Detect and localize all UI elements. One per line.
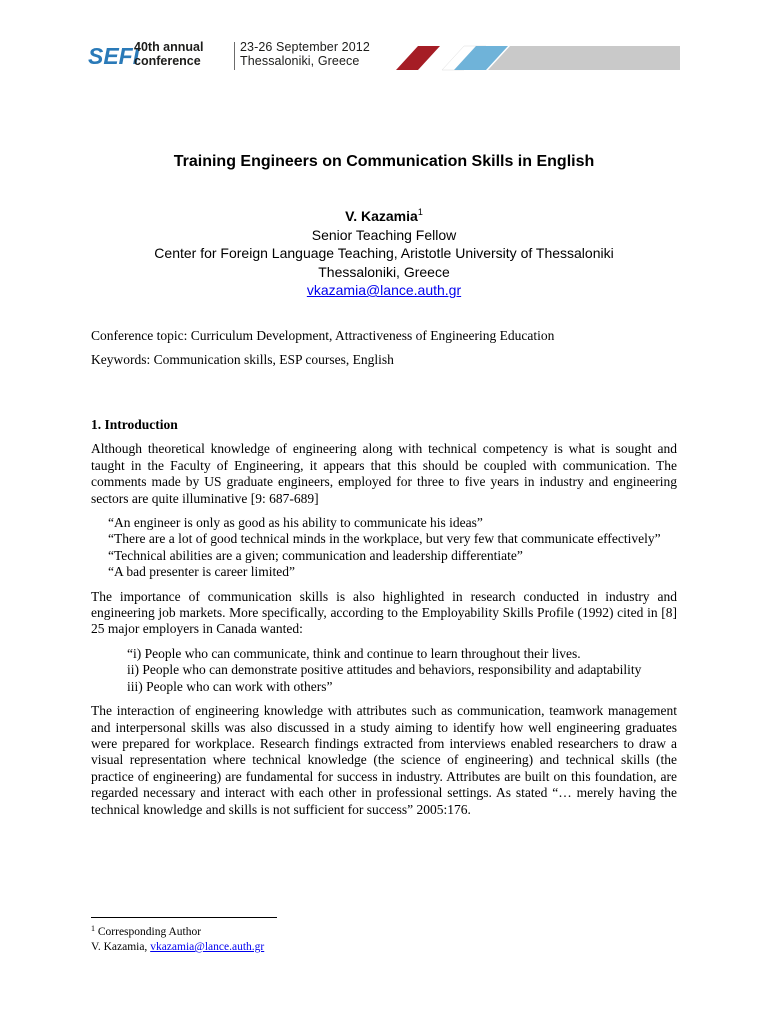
author-footnote-mark: 1 bbox=[417, 207, 423, 217]
conference-name-line1: 40th annual bbox=[134, 40, 204, 54]
quote-item: “A bad presenter is career limited” bbox=[108, 564, 296, 580]
conference-date: 23-26 September 2012 bbox=[240, 40, 370, 54]
footnote-email-link[interactable]: vkazamia@lance.auth.gr bbox=[150, 941, 265, 953]
affiliation-title: Senior Teaching Fellow bbox=[311, 226, 457, 243]
sefi-logo bbox=[88, 40, 140, 70]
footnote-mark: 1 bbox=[91, 924, 95, 933]
introduction-section bbox=[91, 417, 677, 826]
list-item: ii) People who can demonstrate positive attitudes and behaviors, responsibility and adaptability bbox=[127, 662, 642, 678]
footnote-text: Corresponding Author bbox=[97, 926, 202, 938]
deco-grey-band bbox=[488, 46, 680, 70]
section-heading: 1. Introduction bbox=[91, 417, 178, 432]
footnote-rule bbox=[91, 917, 277, 918]
conference-topic: Conference topic: Curriculum Development, Attractiveness of Engineering Education bbox=[91, 328, 555, 343]
footnote-author: V. Kazamia, bbox=[91, 941, 151, 953]
conference-location: Thessaloniki, Greece bbox=[240, 54, 360, 68]
affiliation-location: Thessaloniki, Greece bbox=[318, 263, 450, 280]
author-email-link[interactable]: vkazamia@lance.auth.gr bbox=[306, 282, 462, 298]
header-decoration bbox=[396, 46, 680, 70]
quote-item: “Technical abilities are a given; communication and leadership differentiate” bbox=[108, 547, 523, 563]
author-line bbox=[0, 207, 768, 226]
quote-item: “An engineer is only as good as his ability to communicate his ideas” bbox=[108, 515, 483, 531]
paper-title: Training Engineers on Communication Skills in English bbox=[173, 153, 595, 170]
conference-name bbox=[134, 40, 203, 68]
list-item: “i) People who can communicate, think and continue to learn throughout their lives. bbox=[127, 645, 581, 661]
keywords: Keywords: Communication skills, ESP courses, English bbox=[91, 352, 394, 367]
paragraph: The interaction of engineering knowledge with attributes such as communication, teamwork management and interpersonal skills was also discussed in a study aiming to identify how well engineering graduates were prepared for workplace. Research findings extracted from interviews enabled researchers to draw a visual representation where technical knowledge (the science of engineering) and technical skills (the practice of engineering) are fundamental for success in industry. Attributes are built on this foundation, are regarded necessary and interact with each other in professional settings. As stated “… merely having the technical knowledge and skills is not sufficient for success” 2005:176. bbox=[91, 703, 677, 817]
header-divider bbox=[234, 42, 235, 70]
conference-date-location bbox=[240, 40, 370, 68]
author-block bbox=[0, 207, 768, 300]
paragraph: Although theoretical knowledge of engineering along with technical competency is what is sought and taught in the Faculty of Engineering, it appears that this should be coupled with communication. The comments made by US graduate engineers, employed for three to five years in industry and engineering sectors are quite illuminative [9: 687-689] bbox=[91, 441, 677, 506]
quote-item: “There are a lot of good technical minds in the workplace, but very few that communicate effectively” bbox=[108, 531, 661, 547]
footnote bbox=[91, 925, 264, 955]
deco-red-stripe bbox=[396, 46, 440, 70]
author-name: V. Kazamia bbox=[345, 208, 418, 224]
list-item: iii) People who can work with others” bbox=[127, 678, 333, 694]
affiliation-institution: Center for Foreign Language Teaching, Aristotle University of Thessaloniki bbox=[154, 245, 614, 261]
paragraph: The importance of communication skills is also highlighted in research conducted in industry and engineering job markets. More specifically, according to the Employability Skills Profile (1992) cited in [8] 25 major employers in Canada wanted: bbox=[91, 588, 677, 637]
svg-text:SEFI: SEFI bbox=[88, 43, 140, 69]
conference-header bbox=[88, 38, 680, 74]
conference-name-line2: conference bbox=[134, 54, 201, 68]
